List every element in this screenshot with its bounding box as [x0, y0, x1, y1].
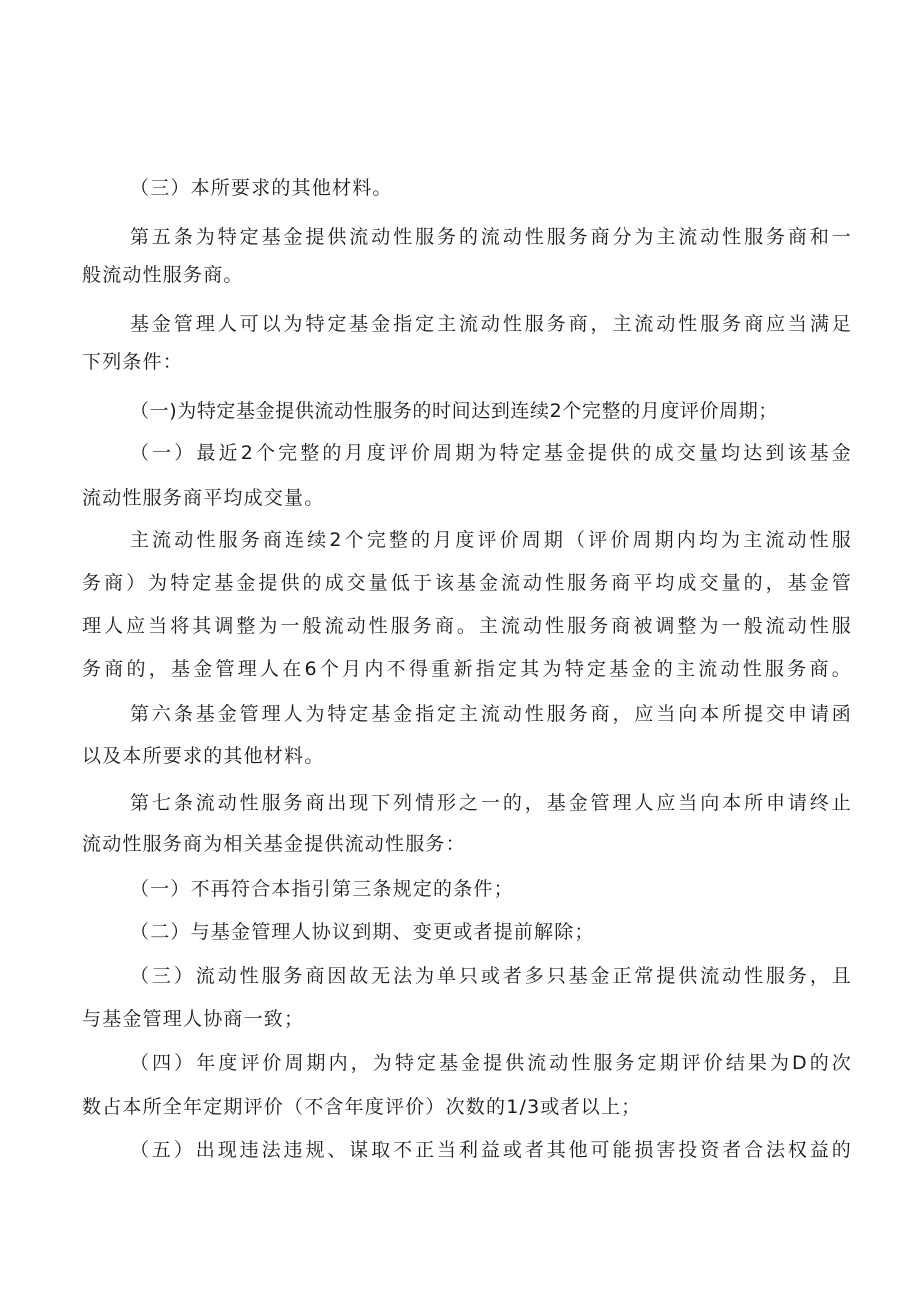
article-seven-line-2: 流动性服务商为相关基金提供流动性服务：	[82, 833, 466, 855]
termination-item-one: （一）不再符合本指引第三条规定的条件；	[130, 878, 514, 900]
termination-item-five-line-1: （五）出现违法违规、谋取不正当利益或者其他可能损害投资者合法权益的	[130, 1139, 852, 1161]
article-five-line-2: 般流动性服务商。	[82, 264, 244, 286]
termination-item-four-line-2: 数占本所全年定期评价（不含年度评价）次数的1/3或者以上；	[82, 1096, 642, 1118]
paragraph-adjust-line-1: 主流动性服务商连续2个完整的月度评价周期（评价周期内均为主流动性服	[130, 529, 852, 551]
paragraph-main-provider-line-1: 基金管理人可以为特定基金指定主流动性服务商，主流动性服务商应当满足	[130, 313, 852, 335]
condition-one-line: （一)为特定基金提供流动性服务的时间达到连续2个完整的月度评价周期；	[130, 400, 778, 422]
condition-two-line-2: 流动性服务商平均成交量。	[82, 487, 325, 509]
paragraph-adjust-line-2: 务商）为特定基金提供的成交量低于该基金流动性服务商平均成交量的，基金管	[82, 572, 852, 594]
termination-item-four-line-1: （四）年度评价周期内，为特定基金提供流动性服务定期评价结果为D的次	[130, 1052, 852, 1074]
paragraph-adjust-line-3: 理人应当将其调整为一般流动性服务商。主流动性服务商被调整为一般流动性服	[82, 615, 852, 637]
article-six-line-1: 第六条基金管理人为特定基金指定主流动性服务商，应当向本所提交申请函	[130, 703, 852, 725]
article-seven-line-1: 第七条流动性服务商出现下列情形之一的，基金管理人应当向本所申请终止	[130, 792, 852, 814]
paragraph-main-provider-line-2: 下列条件：	[82, 351, 184, 373]
paragraph-adjust-line-4: 务商的，基金管理人在6个月内不得重新指定其为特定基金的主流动性服务商。	[82, 658, 852, 680]
item-three-other-materials: （三）本所要求的其他材料。	[130, 177, 393, 199]
termination-item-three-line-1: （三）流动性服务商因故无法为单只或者多只基金正常提供流动性服务，且	[130, 965, 852, 987]
termination-item-two: （二）与基金管理人协议到期、变更或者提前解除；	[130, 921, 595, 943]
condition-two-line-1: （一）最近2个完整的月度评价周期为特定基金提供的成交量均达到该基金	[130, 442, 852, 464]
termination-item-three-line-2: 与基金管理人协商一致；	[82, 1008, 305, 1030]
article-six-line-2: 以及本所要求的其他材料。	[82, 745, 325, 767]
article-five-line-1: 第五条为特定基金提供流动性服务的流动性服务商分为主流动性服务商和一	[130, 226, 852, 248]
